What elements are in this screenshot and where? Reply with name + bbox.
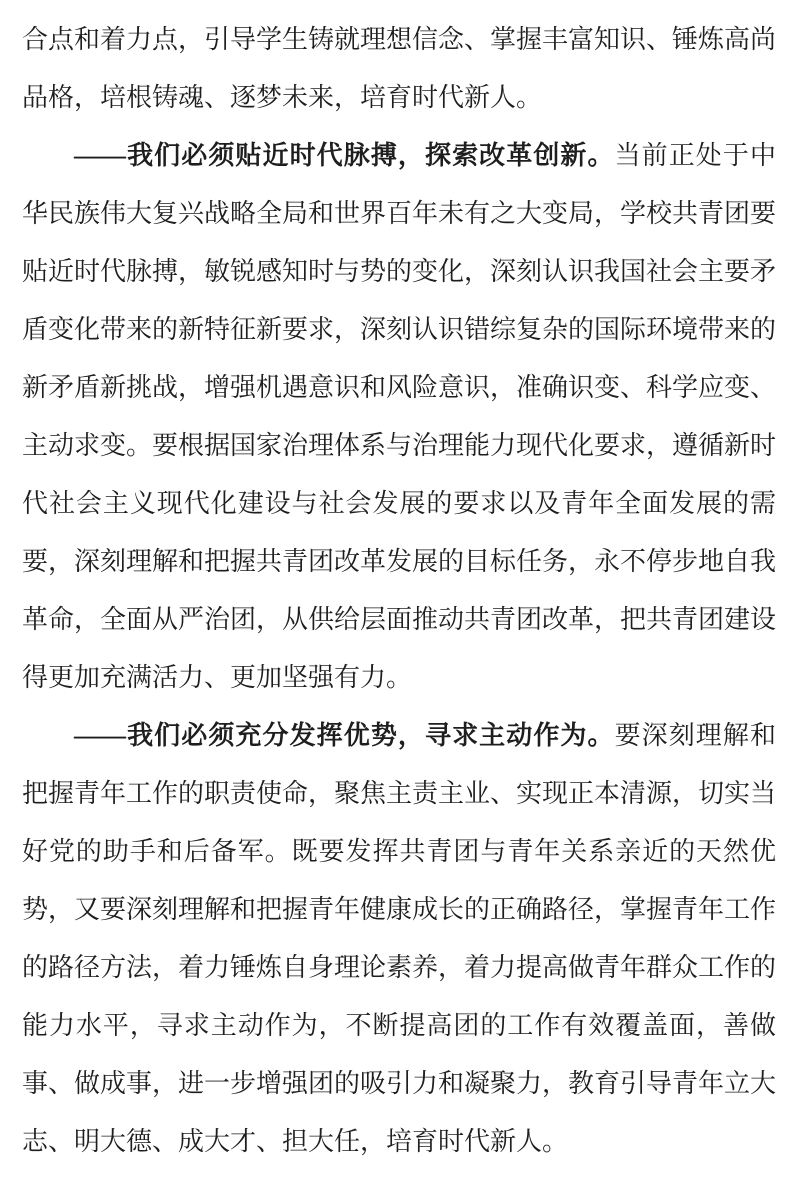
- paragraph-lead-emphasis: ——我们必须充分发挥优势，寻求主动作为。: [74, 721, 615, 750]
- text-segment: 要深刻理解和把握青年工作的职责使命，聚焦主责主业、实现正本清源，切实当好党的助手和后备军。既要发挥共青团与青年关系亲近的天然优势，又要深刻理解和把握青年健康成长的正确路径，掌握青年工作的路径方法，着力锤炼自身理论素养，着力提高做青年群众工作的能力水平，寻求主动作为，不断提高团的工作有效覆盖面，善做事、做成事，进一步增强团的吸引力和凝聚力，教育引导青年立大志、明大德、成大才、担大任，培育时代新人。: [22, 721, 777, 1156]
- paragraph: [22, 11, 776, 127]
- document-body: [22, 11, 776, 1171]
- text-segment: 合点和着力点，引导学生铸就理想信念、掌握丰富知识、锤炼高尚品格，培根铸魂、逐梦未来，培育时代新人。: [22, 25, 777, 112]
- paragraph: [22, 127, 776, 707]
- paragraph-lead-emphasis: ——我们必须贴近时代脉搏，探索改革创新。: [74, 141, 615, 170]
- paragraph: [22, 707, 776, 1171]
- text-segment: 当前正处于中华民族伟大复兴战略全局和世界百年未有之大变局，学校共青团要贴近时代脉搏，敏锐感知时与势的变化，深刻认识我国社会主要矛盾变化带来的新特征新要求，深刻认识错综复杂的国际环境带来的新矛盾新挑战，增强机遇意识和风险意识，准确识变、科学应变、主动求变。要根据国家治理体系与治理能力现代化要求，遵循新时代社会主义现代化建设与社会发展的要求以及青年全面发展的需要，深刻理解和把握共青团改革发展的目标任务，永不停步地自我革命，全面从严治团，从供给层面推动共青团改革，把共青团建设得更加充满活力、更加坚强有力。: [22, 141, 777, 692]
